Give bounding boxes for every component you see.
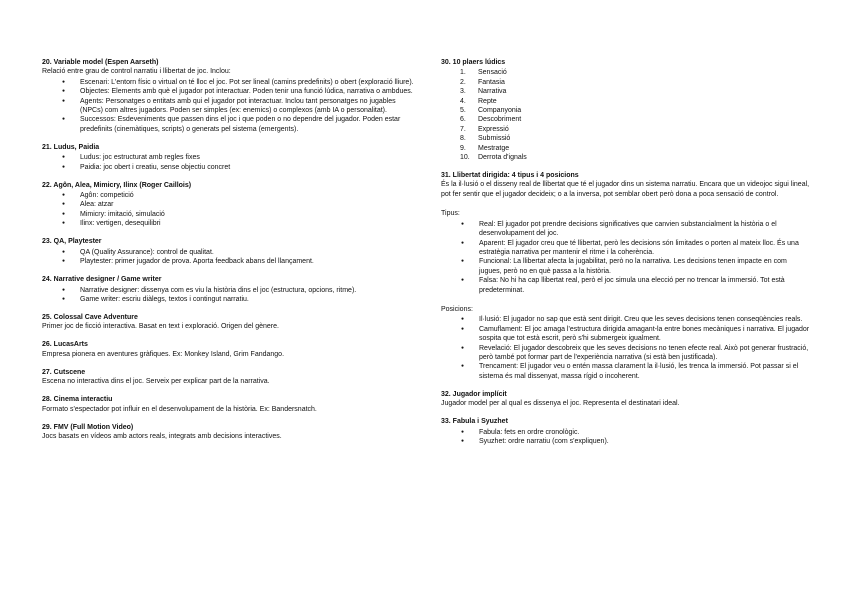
list-item: ● Real: El jugador pot prendre decisions significatives que canvien substancialment la història o el desenvolupament del joc. [441,220,811,239]
bullet-list [441,315,811,381]
section-24 [42,275,420,304]
section-22 [42,181,420,229]
list-item: ● Fabula: fets en ordre cronològic. [441,428,811,437]
list-item [441,134,811,143]
bullet-list [42,248,420,267]
item-number: 7. [460,125,466,133]
item-text: Fantasia [478,78,505,86]
section-text: Jocs basats en vídeos amb actors reals, integrats amb decisions interactives. [42,432,282,440]
section-title: 20. Variable model (Espen Aarseth) [42,59,159,66]
list-item: ● Mimicry: imitació, simulació [42,210,420,219]
item-text: Companyonia [478,107,522,115]
list-item: ● Narrative designer: dissenya com es viu la història dins el joc (estructura, opcions, ritme). [42,286,420,295]
list-item: ● Trencament: El jugador veu o entén massa clarament la il·lusió, les trenca la immersió. Pot passar si el sistema és mal dissenyat, massa rígid o incoherent. [441,362,811,381]
left-column [42,58,420,450]
section-title: 28. Cinema interactiu [42,396,113,404]
section-text: Jugador model per al qual es dissenya el joc. Representa el destinatari ideal. [441,400,680,408]
item-number: 9. [460,144,466,152]
section-32 [441,390,811,409]
list-item [441,97,811,106]
list-item: ● Playtester: primer jugador de prova. Aporta feedback abans del llançament. [42,257,420,266]
list-item [441,125,811,134]
item-text: Narrativa [478,88,507,96]
list-item: ● Game writer: escriu diàlegs, textos i contingut narratiu. [42,295,420,304]
section-title: 23. QA, Playtester [42,238,102,246]
item-number: 6. [460,116,466,124]
list-item [441,106,811,115]
list-item: ● Agents: Personatges o entitats amb qui el jugador pot interactuar. Inclou tant personatges no jugables (NPCs) com altres jugadors. Poden ser simples (ex: enemics) o complexos (amb IA o personalitat). [42,97,420,116]
section-title: 22. Agôn, Alea, Mimicry, Ilinx (Roger Caillois) [42,181,192,189]
list-item: ● Syuzhet: ordre narratiu (com s'expliquen). [441,437,811,446]
list-item: ● Camuflament: El joc amaga l'estructura dirigida amagant-la entre bones mecàniques i narrativa. El jugador sospita que tot està escrit, però s'hi submergeix igualment. [441,325,811,344]
list-item: ● Escenari: L'entorn físic o virtual on té lloc el joc. Pot ser lineal (camins predefinits) o obert (exploració lliure). [42,78,420,87]
list-item [441,68,811,77]
item-number: 10. [460,154,470,162]
item-text: Descobriment [478,116,522,124]
section-text: Formato s'espectador pot influir en el desenvolupament de la història. Ex: Bandersnatch. [42,405,317,413]
list-item: ● Revelació: El jugador descobreix que les seves decisions no tenen efecte real. Això pot generar frustració, però també pot formar part de l'experiència narrativa (si està ben justificada). [441,344,811,363]
list-item: ● Successos: Esdeveniments que passen dins el joc i que poden o no dependre del jugador. Poden estar predefinits (cinemàtiques, scripts) o generats pel sistema (emergents). [42,115,420,134]
list-item: ● Falsa: No hi ha cap llibertat real, però el joc simula una elecció per no trencar la immersió. Tot està predeterminat. [441,276,811,295]
section-26 [42,340,420,359]
bullet-list [42,153,420,172]
section-title: 27. Cutscene [42,368,86,376]
list-item: ● Aparent: El jugador creu que té llibertat, però les decisions són limitades o porten al mateix lloc. És una estratègia narrativa per mantenir el ritme i la coherència. [441,239,811,258]
section-28 [42,395,420,414]
section-title: 30. 10 plaers lúdics [441,59,506,66]
section-29 [42,423,420,442]
item-number: 3. [460,88,466,96]
item-text: Submissió [478,135,511,143]
list-item: ● Agôn: competició [42,191,420,200]
list-item: ● Ludus: joc estructurat amb regles fixes [42,153,420,162]
bullet-list [441,220,811,295]
section-25 [42,313,420,332]
item-number: 5. [460,107,466,115]
list-item [441,78,811,87]
section-23 [42,237,420,266]
list-item [441,115,811,124]
list-item [441,87,811,96]
section-text: Relació entre grau de control narratiu i llibertat de joc. Inclou: [42,68,231,76]
section-title: 31. Llibertat dirigida: 4 tipus i 4 posicions [441,172,579,180]
section-27 [42,368,420,387]
bullet-list [441,428,811,447]
item-number: 2. [460,78,466,86]
list-item: ● QA (Quality Assurance): control de qualitat. [42,248,420,257]
section-21 [42,143,420,172]
item-number: 4. [460,97,466,105]
item-text: Repte [478,97,497,105]
section-31 [441,171,811,381]
numbered-list [441,68,811,162]
section-20 [42,58,420,134]
item-number: 1. [460,69,466,77]
item-text: Expressió [478,125,509,133]
section-title: 29. FMV (Full Motion Video) [42,423,134,431]
section-text: Escena no interactiva dins el joc. Serveix per explicar part de la narrativa. [42,378,270,386]
bullet-list [42,191,420,229]
list-item: ● Ilinx: vertigen, desequilibri [42,219,420,228]
section-30 [441,58,811,162]
list-item [441,153,811,162]
list-item [441,144,811,153]
section-title: 26. LucasArts [42,341,88,349]
posicions-label: Posicions: [441,305,473,313]
bullet-list [42,286,420,305]
section-title: 21. Ludus, Paidia [42,143,100,151]
item-number: 8. [460,135,466,143]
section-text: Primer joc de ficció interactiva. Basat en text i exploració. Origen del gènere. [42,323,279,331]
section-title: 32. Jugador implícit [441,390,507,398]
right-column [441,58,811,455]
section-title: 25. Colossal Cave Adventure [42,313,138,321]
item-text: Derrota d'ignals [478,154,527,162]
item-text: Mestratge [478,144,510,152]
list-item: ● Alea: atzar [42,200,420,209]
list-item: ● Funcional: La llibertat afecta la jugabilitat, però no la narrativa. Les decisions tenen impacte en com jugues, però no en què passa a la història. [441,257,811,276]
section-title: 33. Fabula i Syuzhet [441,418,508,426]
section-33 [441,417,811,446]
section-title: 24. Narrative designer / Game writer [42,276,162,284]
section-text: És la il·lusió o el disseny real de llibertat que té el jugador dins un sistema narratiu. Encara que un videojoc sigui lineal, pot fer sentir que el jugador decideix; o a la inversa, pot semblar obert però dona a poca sensació de control. [441,181,810,198]
list-item: ● Paidia: joc obert i creatiu, sense objectiu concret [42,163,420,172]
tipus-label: Tipus: [441,210,460,218]
list-item: ● Il·lusió: El jugador no sap que està sent dirigit. Creu que les seves decisions tenen conseqüències reals. [441,315,811,324]
bullet-list [42,78,420,134]
list-item: ● Objectes: Elements amb què el jugador pot interactuar. Poden tenir una funció lúdica, narrativa o ambdues. [42,87,420,96]
section-text: Empresa pionera en aventures gràfiques. Ex: Monkey Island, Grim Fandango. [42,350,285,358]
item-text: Sensació [478,69,507,77]
